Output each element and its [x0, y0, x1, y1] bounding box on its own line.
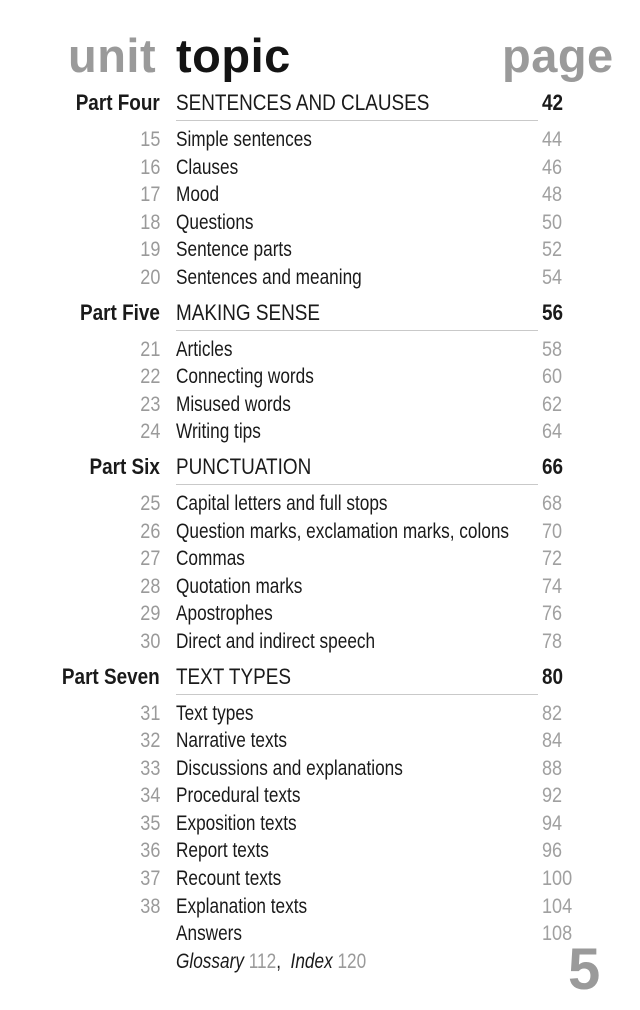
unit-number: 19 [139, 238, 160, 262]
unit-number: 33 [139, 756, 160, 780]
toc-entry[interactable] [0, 545, 640, 573]
part-name: Part Four [75, 90, 160, 115]
unit-title: Simple sentences [176, 128, 312, 151]
unit-number: 37 [139, 867, 160, 891]
unit-title: Narrative texts [176, 729, 288, 753]
divider [176, 120, 538, 121]
toc-entry[interactable] [0, 209, 640, 237]
divider [176, 694, 538, 695]
unit-number: 25 [139, 491, 160, 515]
unit-page-number: 76 [542, 602, 563, 626]
unit-page-number: 94 [542, 811, 563, 835]
unit-number: 31 [139, 701, 160, 725]
toc-entry[interactable] [0, 700, 640, 728]
unit-list [0, 332, 640, 450]
unit-page-number: 62 [542, 392, 563, 416]
part-page-number: 66 [542, 453, 564, 479]
unit-title: Clauses [176, 155, 239, 179]
unit-title: Question marks, exclamation marks, colons [176, 519, 510, 543]
part-page-number: 80 [542, 663, 564, 689]
toc-entry[interactable] [0, 628, 640, 656]
glossary-label[interactable]: Glossary [176, 949, 244, 973]
toc-entry[interactable] [0, 518, 640, 546]
part-heading[interactable] [0, 660, 640, 696]
unit-number: 17 [139, 183, 160, 207]
unit-number: 22 [139, 365, 160, 389]
toc-entry[interactable] [0, 391, 640, 419]
unit-title: Capital letters and full stops [176, 491, 388, 515]
separator: , [276, 949, 281, 973]
toc-entry[interactable] [0, 837, 640, 865]
unit-page-number: 96 [542, 839, 563, 863]
unit-title: Mood [176, 183, 220, 207]
toc-entry[interactable] [0, 600, 640, 628]
unit-page-number: 52 [542, 238, 563, 262]
unit-number: 28 [139, 574, 160, 598]
unit-page-number: 84 [542, 729, 563, 753]
unit-title: Exposition texts [176, 811, 297, 835]
unit-number: 27 [139, 547, 160, 571]
unit-title: Sentence parts [176, 238, 292, 262]
unit-number: 26 [139, 519, 160, 543]
unit-number: 36 [139, 839, 160, 863]
toc-entry[interactable] [0, 418, 640, 446]
unit-title: Misused words [176, 392, 291, 416]
part-page-number: 42 [542, 90, 564, 115]
index-label[interactable]: Index [290, 949, 333, 973]
toc-entry[interactable] [0, 755, 640, 783]
part-name: Part Six [89, 453, 160, 479]
unit-number: 15 [139, 128, 160, 151]
unit-title: Answers [176, 922, 243, 946]
part-page-number: 56 [542, 299, 564, 325]
part-title: PUNCTUATION [176, 453, 312, 479]
unit-page-number: 104 [542, 894, 573, 918]
unit-page-number: 82 [542, 701, 563, 725]
backmatter-line [176, 948, 366, 975]
unit-page-number: 88 [542, 756, 563, 780]
page-number: 5 [568, 937, 601, 1002]
toc-entry[interactable] [0, 893, 640, 921]
part-title: MAKING SENSE [176, 299, 321, 325]
unit-page-number: 58 [542, 337, 563, 361]
unit-page-number: 72 [542, 547, 563, 571]
toc-entry[interactable] [0, 336, 640, 364]
unit-title: Quotation marks [176, 574, 303, 598]
unit-number: 21 [139, 337, 160, 361]
toc-entry[interactable] [0, 181, 640, 209]
unit-page-number: 68 [542, 491, 563, 515]
unit-page-number: 92 [542, 784, 563, 808]
unit-title: Report texts [176, 839, 269, 863]
unit-number: 30 [139, 629, 160, 653]
toc-entry[interactable] [0, 236, 640, 264]
unit-list [0, 122, 640, 296]
unit-page-number: 50 [542, 210, 563, 234]
unit-column-heading: unit [68, 29, 157, 82]
unit-page-number: 100 [542, 867, 573, 891]
part-name: Part Five [80, 299, 160, 325]
toc-entry[interactable] [0, 490, 640, 518]
unit-page-number: 70 [542, 519, 563, 543]
unit-page-number: 64 [542, 420, 563, 444]
part-heading[interactable] [0, 450, 640, 486]
index-page: 120 [337, 949, 367, 973]
column-header [0, 26, 640, 86]
unit-title: Explanation texts [176, 894, 308, 918]
unit-page-number: 108 [542, 922, 573, 946]
divider [176, 330, 538, 331]
unit-list [0, 696, 640, 980]
toc-entry[interactable] [0, 810, 640, 838]
toc-entry[interactable] [0, 782, 640, 810]
unit-title: Text types [176, 701, 254, 725]
unit-page-number: 74 [542, 574, 563, 598]
part-title: SENTENCES AND CLAUSES [176, 90, 430, 115]
unit-page-number: 60 [542, 365, 563, 389]
unit-number: 35 [139, 811, 160, 835]
unit-number: 38 [139, 894, 160, 918]
toc-entry[interactable] [0, 126, 640, 154]
unit-number: 23 [139, 392, 160, 416]
unit-title: Recount texts [176, 867, 282, 891]
unit-title: Direct and indirect speech [176, 629, 376, 653]
table-of-contents [0, 86, 640, 979]
part-heading[interactable] [0, 296, 640, 332]
unit-title: Commas [176, 547, 245, 571]
unit-number: 34 [139, 784, 160, 808]
unit-title: Procedural texts [176, 784, 301, 808]
unit-title: Articles [176, 337, 233, 361]
unit-page-number: 46 [542, 155, 563, 179]
unit-title: Discussions and explanations [176, 756, 403, 780]
unit-number: 32 [139, 729, 160, 753]
part-heading[interactable] [0, 86, 640, 122]
unit-title: Sentences and meaning [176, 265, 362, 289]
divider [176, 484, 538, 485]
topic-column-heading: topic [176, 29, 291, 82]
unit-number: 29 [139, 602, 160, 626]
page-column-heading: page [502, 29, 614, 82]
part-name: Part Seven [62, 663, 160, 689]
unit-title: Writing tips [176, 420, 261, 444]
toc-entry[interactable] [0, 154, 640, 182]
unit-number: 16 [139, 155, 160, 179]
unit-page-number: 78 [542, 629, 563, 653]
unit-number: 20 [139, 265, 160, 289]
toc-entry[interactable] [0, 363, 640, 391]
backmatter-entry[interactable] [0, 948, 640, 976]
toc-entry[interactable] [0, 264, 640, 292]
unit-page-number: 54 [542, 265, 563, 289]
unit-list [0, 486, 640, 660]
unit-number: 24 [139, 420, 160, 444]
unit-title: Connecting words [176, 365, 314, 389]
toc-entry[interactable] [0, 865, 640, 893]
unit-title: Apostrophes [176, 602, 273, 626]
toc-entry[interactable] [0, 727, 640, 755]
unit-title: Questions [176, 210, 254, 234]
unit-number: 18 [139, 210, 160, 234]
unit-page-number: 48 [542, 183, 563, 207]
unit-page-number: 44 [542, 128, 563, 151]
part-title: TEXT TYPES [176, 663, 291, 689]
toc-entry[interactable] [0, 920, 640, 948]
toc-entry[interactable] [0, 573, 640, 601]
glossary-page: 112 [248, 949, 277, 973]
